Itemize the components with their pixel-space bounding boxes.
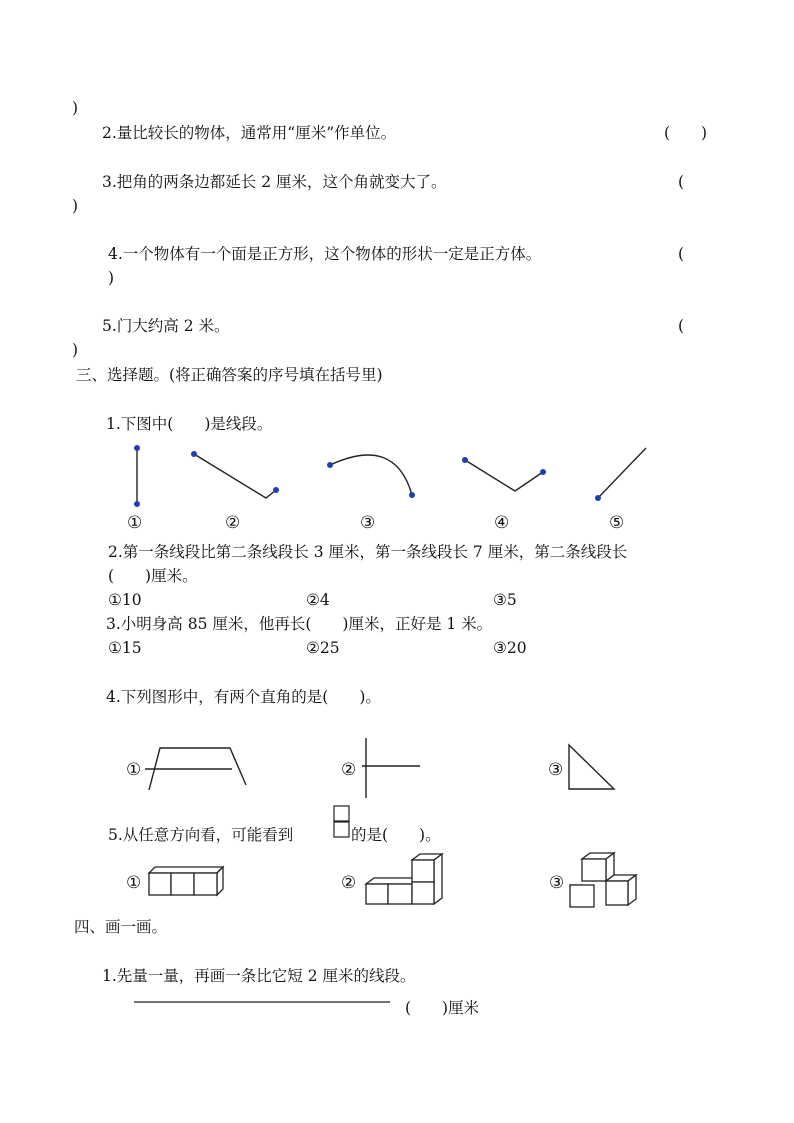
choice-q3-option-1[interactable]: ①15 — [108, 639, 142, 657]
figure-label-5: ⑤ — [609, 513, 625, 533]
choice-q3-option-3[interactable]: ③20 — [493, 639, 527, 657]
judge-q4-text: 4.一个物体有一个面是正方形，这个物体的形状一定是正方体。 — [108, 245, 542, 263]
figure-5-ray — [598, 448, 646, 498]
choice-q5-text-after: 的是( )。 — [351, 826, 441, 844]
two-stacked-squares-icon — [333, 805, 351, 841]
judge-q3-paren-open[interactable]: ( — [678, 173, 685, 191]
figure-3-arc — [330, 455, 412, 495]
judge-q5-text: 5.门大约高 2 米。 — [102, 317, 230, 335]
cube-label-2: ② — [341, 873, 357, 893]
choice-q1-text: 1.下图中( )是线段。 — [106, 415, 273, 433]
segment-figures — [110, 440, 670, 520]
given-segment-line — [134, 999, 394, 1005]
choice-q2-text-line2: ( )厘米。 — [108, 567, 198, 585]
shape-label-3: ③ — [548, 760, 564, 780]
shape-label-2: ② — [341, 760, 357, 780]
section3-heading: 三、选择题。(将正确答案的序号填在括号里) — [76, 366, 383, 384]
cube-label-3: ③ — [549, 873, 565, 893]
judge-q3-text: 3.把角的两条边都延长 2 厘米，这个角就变大了。 — [102, 173, 447, 191]
cubes-figure-2 — [362, 853, 446, 909]
judge-q3-paren-close[interactable]: ) — [72, 197, 79, 215]
choice-q3-option-2[interactable]: ②25 — [306, 639, 340, 657]
shape-cross-lines-figure — [362, 736, 422, 800]
shape-right-triangle-figure — [567, 742, 617, 792]
draw-q1-answer[interactable]: ( )厘米 — [405, 999, 480, 1017]
cubes-figure-1 — [145, 866, 229, 898]
choice-q3-text: 3.小明身高 85 厘米，他再长( )厘米，正好是 1 米。 — [106, 615, 493, 633]
figure-4-angle — [465, 460, 543, 491]
figure-label-1: ① — [127, 513, 143, 533]
cube-label-1: ① — [126, 873, 142, 893]
judge-q4-paren-open[interactable]: ( — [678, 245, 685, 263]
choice-q2-option-2[interactable]: ②4 — [306, 591, 330, 609]
judge-q5-paren-open[interactable]: ( — [678, 317, 685, 335]
draw-q1-text: 1.先量一量，再画一条比它短 2 厘米的线段。 — [102, 967, 416, 985]
cubes-figure-3 — [568, 852, 640, 910]
choice-q2-option-3[interactable]: ③5 — [493, 591, 517, 609]
figure-label-4: ④ — [494, 513, 510, 533]
section4-heading: 四、画一画。 — [74, 918, 168, 936]
judge-q2-answer-paren[interactable]: ( ) — [664, 124, 708, 142]
figure-label-3: ③ — [360, 513, 376, 533]
judge-q4-paren-close[interactable]: ) — [108, 269, 115, 287]
shape-label-1: ① — [126, 760, 142, 780]
figure-label-2: ② — [225, 513, 241, 533]
judge-q2-text: 2.量比较长的物体，通常用“厘米”作单位。 — [102, 124, 397, 142]
judge-q5-paren-close[interactable]: ) — [72, 341, 79, 359]
choice-q4-text: 4.下列图形中，有两个直角的是( )。 — [106, 688, 381, 706]
choice-q2-option-1[interactable]: ①10 — [108, 591, 142, 609]
shape-trapezoid-figure — [142, 745, 252, 795]
choice-q2-text-line1: 2.第一条线段比第二条线段长 3 厘米，第一条线段长 7 厘米，第二条线段长 — [108, 543, 628, 561]
judge-q1-paren-close: ) — [72, 99, 79, 117]
choice-q5-text-before: 5.从任意方向看，可能看到 — [108, 826, 294, 844]
figure-2-bent-line — [194, 454, 276, 498]
